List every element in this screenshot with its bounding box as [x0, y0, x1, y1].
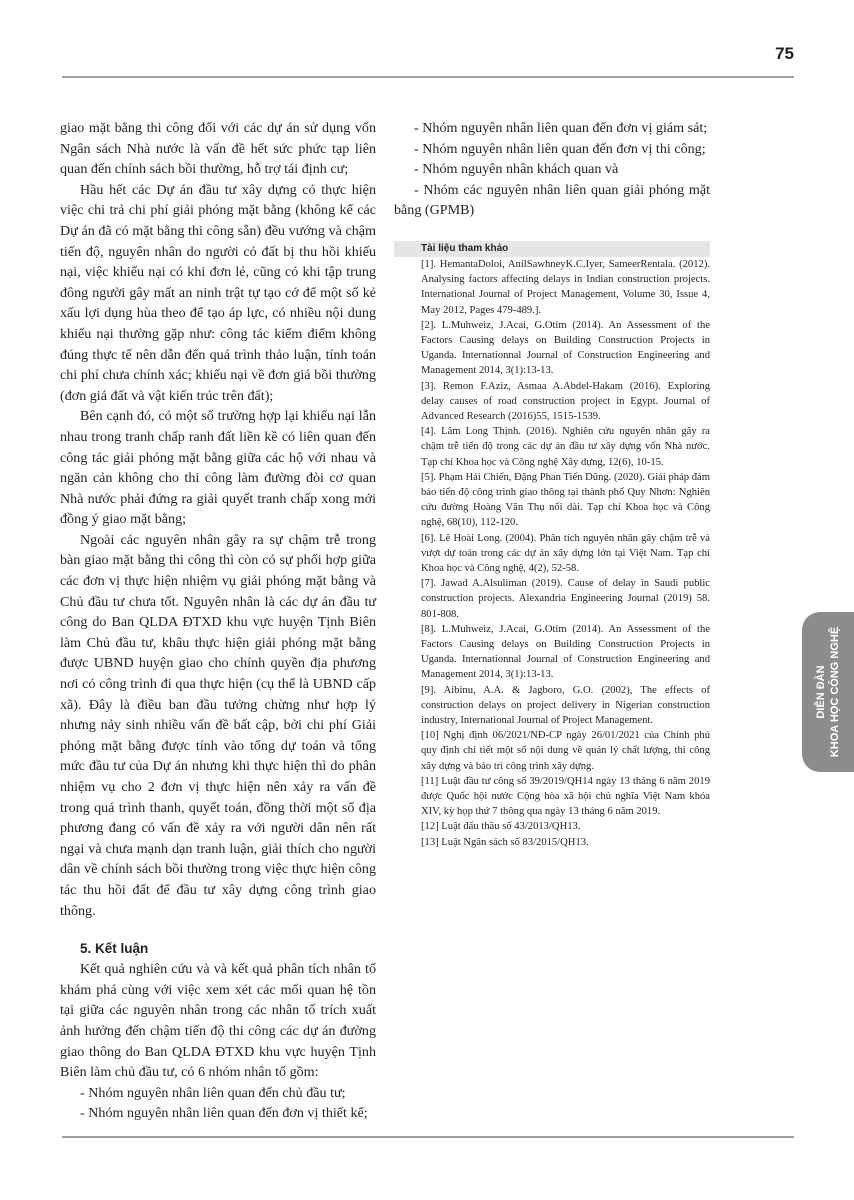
reference-item: [10] Nghị định 06/2021/NĐ-CP ngày 26/01/2021 của Chính phủ quy định chi tiết một số nội dung về quản lý chất lượng, thi công xây dựng và bảo trì công trình xây dựng. — [421, 730, 710, 772]
section-side-tab — [802, 612, 854, 772]
body-paragraph: Ngoài các nguyên nhân gây ra sự chậm trễ trong bàn giao mặt bằng thi công thì còn có sự phối hợp giữa các đơn vị thực hiện nhiệm vụ giải phóng mặt bằng và Chủ đầu tư chưa tốt. Nguyên nhân là các dự án đầu tư công do Ban QLDA ĐTXD khu vực huyện Tịnh Biên làm Chủ đầu tư, khâu thực hiện giải phóng mặt bằng được UBND huyện giao cho chính quyền địa phương nơi có công trình đi qua thực hiện (cụ thể là UBND cấp xã). Đây là điều ban đầu tưởng chừng như hợp lý nhưng nảy sinh nhiều vấn đề bất cập, bởi chi phí Giải phóng mặt bằng được tính vào tổng dự toán và tổng mức đầu tư của Dự án nhưng khi thực hiện thì do phân nhiệm vụ cho 2 đơn vị thực hiện nên xảy ra vấn đề trong quá trình thanh, quyết toán, đồng thời một số địa phương đang có vấn đề xảy ra với người dân nên rất ngại và chưa mạnh dạn tranh luận, giải thích cho người dân về chính sách bồi thường trong việc thực hiện công tác thu hồi đất để đầu tư xây dựng công trình giao thông. — [60, 531, 376, 919]
reference-item: [9]. Aibinu, A.A. & Jagboro, G.O. (2002), The effects of construction delays on project delivery in Nigerian construction industry, International Journal of Project Management. — [421, 684, 710, 727]
body-paragraph: Hầu hết các Dự án đầu tư xây dựng có thực hiện việc chi trả chi phí giải phóng mặt bằng (không kể các Dự án đã có mặt bằng thi công sẵn) đều vướng và chậm tiến độ, nguyên nhân do người có đất bị thu hồi khiếu nại, việc khiếu nại có khi đơn lẻ, cũng có khi tập trung đông người gây mất an ninh trật tự tạo cớ để một số kẻ xấu lợi dụng hùa theo để tạo áp lực, có nhiều nội dung khiếu nại thường gặp như: công tác kiểm điểm không đúng thực tế nên dẫn đến quá trình thảo luận, tính toán chi phí chưa chính xác; khiếu nại về đơn giá bồi thường (đơn giá đất và vật kiến trúc trên đất); — [60, 181, 376, 404]
body-paragraph: Bên cạnh đó, có một số trường hợp lại khiếu nại lẫn nhau trong tranh chấp ranh đất liền kề có liên quan đến công tác giải phóng mặt bằng giữa các hộ với nhau và ngăn cản không cho thi công làm đường đòi cơ quan Nhà nước phải đứng ra giải quyết tranh chấp xong mới đồng ý giao mặt bằng; — [60, 408, 376, 528]
side-tab-line2: KHOA HỌC CÔNG NGHỆ — [829, 626, 841, 758]
side-tab-label — [814, 627, 842, 757]
reference-item: [5]. Phạm Hải Chiến, Đặng Phan Tiến Dũng. (2020). Giải pháp đảm bảo tiến độ công trình giao thông tại thành phố Quy Nhơn: Nghiên cứu đường Hoàng Văn Thụ nối dài. Tạp chí Khoa học và Công nghệ, 68(10), 112-120. — [421, 471, 710, 529]
list-item: - Nhóm nguyên nhân liên quan đến đơn vị thi công; — [414, 140, 706, 157]
list-item: - Nhóm nguyên nhân liên quan đến đơn vị giám sát; — [414, 120, 708, 136]
list-item: - Nhóm nguyên nhân liên quan đến đơn vị thiết kế; — [80, 1105, 368, 1122]
conclusion-paragraph: Kết quả nghiên cứu và và kết quả phân tích nhân tố khám phá cùng với việc xem xét các mối quan hệ tồn tại giữa các nguyên nhân trong các nhân tố trích xuất ảnh hưởng đến chậm tiến độ thi công các dự án đường giao thông do Ban QLDA ĐTXD khu vực huyện Tịnh Biên làm chủ đầu tư, có 6 nhóm nhân tố gồm: — [60, 961, 376, 1081]
footer-rule — [62, 1136, 794, 1138]
list-item: - Nhóm nguyên nhân liên quan đến chủ đầu tư; — [80, 1084, 346, 1101]
reference-item: [8]. L.Muhweiz, J.Acai, G.Otim (2014). An Assessment of the Factors Causing delays on Building Construction Projects in Uganda. Internationnal Journal of Construction Engineering and Management 2014, 3(1):13-13. — [421, 623, 710, 681]
page-number: 75 — [775, 44, 794, 63]
reference-item: [11] Luật đầu tư công số 39/2019/QH14 ngày 13 tháng 6 năm 2019 được Quốc hội nước Cộng hòa xã hội chủ nghĩa Việt Nam khóa XIV, kỳ họp thứ 7 thông qua ngày 13 tháng 6 năm 2019. — [421, 775, 710, 818]
references-list — [394, 257, 710, 850]
reference-item: [12] Luật đấu thầu số 43/2013/QH13. — [421, 821, 581, 833]
side-tab-line1: DIỄN ĐÀN — [815, 665, 827, 719]
reference-item: [1]. HemantaDoloi, AnilSawhneyK.C.Iyer, SameerRentala. (2012). Analysing factors affecting delays in Indian construction projects. International Journal of Project Management, Volume 30, Issue 4, May 2012, Pages 479-489.]. — [421, 258, 710, 316]
reference-item: [7]. Jawad A.Alsuliman (2019). Cause of delay in Saudi public construction projects. Alexandria Engineering Journal (2019) 58. 801-808. — [421, 578, 710, 620]
reference-item: [13] Luật Ngân sách số 83/2015/QH13. — [421, 836, 589, 848]
left-column — [60, 118, 376, 1124]
list-item: - Nhóm các nguyên nhân liên quan giải phóng mặt bằng (GPMB) — [394, 181, 710, 219]
list-item: - Nhóm nguyên nhân khách quan và — [414, 161, 619, 178]
section-heading: 5. Kết luận — [80, 941, 149, 957]
references-title: Tài liệu tham khảo — [394, 241, 710, 257]
right-column — [394, 118, 710, 850]
reference-item: [6]. Lê Hoài Long. (2004). Phân tích nguyên nhân gây chậm trễ và vượt dự toán trong các dự án xây dựng lớn tại Việt Nam. Tạp chí Khoa học và Công nghệ, 4(2), 52-58. — [421, 532, 710, 575]
reference-item: [3]. Remon F.Aziz, Asmaa A.Abdel-Hakam (2016). Exploring delay causes of road construction project in Egypt. Journal of Advanced Research (2016)55, 1515-1539. — [421, 380, 710, 422]
reference-item: [2]. L.Muhweiz, J.Acai, G.Otim (2014). An Assessment of the Factors Causing delays on Building Construction Projects in Uganda. Internationnal Journal of Construction Engineering and Management 2014, 3(1):13-13. — [421, 319, 710, 377]
header-rule — [62, 76, 794, 78]
body-paragraph: giao mặt bằng thi công đối với các dự án sử dụng vốn Ngân sách Nhà nước là vấn đề hết sức phức tạp liên quan đến chính sách bồi thường, hỗ trợ tái định cư; — [60, 120, 376, 178]
reference-item: [4]. Lâm Long Thịnh. (2016). Nghiên cứu nguyên nhân gây ra chậm trễ tiến độ trong các dự án đầu tư xây dựng vốn Nhà nước. Tạp chí Khoa học và Công nghệ Xây dựng, 12(6), 10-15. — [421, 426, 710, 468]
